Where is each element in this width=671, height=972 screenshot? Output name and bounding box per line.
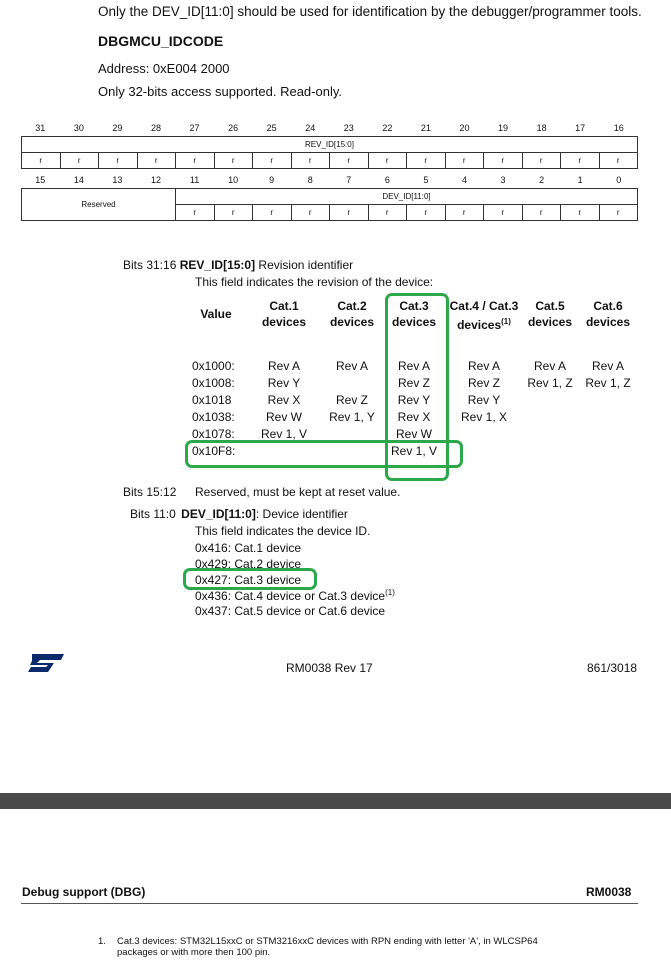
rev-cell: Rev A xyxy=(467,359,500,373)
bit-number: 21 xyxy=(420,123,431,133)
bit-number: 25 xyxy=(266,123,277,133)
bit-number: 22 xyxy=(382,123,393,133)
access-cell: r xyxy=(137,153,176,169)
rev-cell: Rev 1, Z xyxy=(527,376,573,390)
bit-number: 7 xyxy=(346,175,352,185)
rev-value-cell: 0x1008: xyxy=(192,376,235,390)
upper-bit-numbers xyxy=(21,123,638,133)
intro-text: Only the DEV_ID[11:0] should be used for identification by the debugger/programmer tools. xyxy=(98,4,642,19)
bit-number: 26 xyxy=(228,123,239,133)
bit-number: 8 xyxy=(307,175,313,185)
access-cell: r xyxy=(561,205,600,221)
bit-number: 0 xyxy=(616,175,622,185)
reserved-bits-label: Bits 15:12 xyxy=(123,485,177,499)
dev-id-desc-text: This field indicates the device ID. xyxy=(195,524,371,538)
page-break-bar xyxy=(0,793,671,809)
footnote-ref: (1) xyxy=(501,317,511,326)
reserved-field: Reserved xyxy=(22,189,176,221)
rev-cell: Rev 1, Y xyxy=(329,410,375,424)
access-cell: r xyxy=(407,205,446,221)
bit-number: 2 xyxy=(539,175,545,185)
access-cell: r xyxy=(291,205,330,221)
rev-cell: Rev Y xyxy=(397,393,431,407)
footnote-line: packages or with more then 100 pin. xyxy=(117,947,271,958)
access-cell: r xyxy=(599,153,638,169)
footer-page: 861/3018 xyxy=(587,661,638,675)
access-cell: r xyxy=(60,153,99,169)
rev-cell: Rev W xyxy=(396,427,432,441)
upper-register-table xyxy=(21,136,638,169)
footnote-line: Cat.3 devices: STM32L15xxC or STM3216xxC devices with RPN ending with letter 'A', in WLCSP64 xyxy=(117,936,538,947)
footer-doc-rev: RM0038 Rev 17 xyxy=(286,661,373,675)
rev-value-cell: 0x1018 xyxy=(192,393,232,407)
bit-number: 24 xyxy=(305,123,316,133)
header-rule xyxy=(21,903,638,904)
bits-label: Bits 31:16 xyxy=(123,258,177,272)
bit-number: 23 xyxy=(343,123,354,133)
bit-number: 29 xyxy=(112,123,123,133)
rev-value-cell: 0x1038: xyxy=(192,410,235,424)
bit-number: 19 xyxy=(498,123,509,133)
access-cell: r xyxy=(330,153,369,169)
rev-cell: Rev A xyxy=(335,359,368,373)
footnote-ref: (1) xyxy=(385,588,395,597)
access-cell: r xyxy=(522,205,561,221)
field-name: DEV_ID[11:0] xyxy=(181,507,256,521)
header-cat2: Cat.2 devices xyxy=(329,299,375,329)
lower-bit-numbers xyxy=(21,175,638,185)
bit-number: 13 xyxy=(112,175,123,185)
register-name: DBGMCU_IDCODE xyxy=(98,33,224,49)
rev-cell: Rev Z xyxy=(397,376,430,390)
bit-number: 17 xyxy=(575,123,586,133)
doc-id: RM0038 xyxy=(586,885,632,899)
access-cell: r xyxy=(368,153,407,169)
bit-number: 20 xyxy=(459,123,470,133)
device-id-item: 0x437: Cat.5 device or Cat.6 device xyxy=(195,604,386,618)
bit-number: 4 xyxy=(461,175,467,185)
rev-cell: Rev A xyxy=(533,359,566,373)
header-value: Value xyxy=(200,307,232,321)
rev-cell: Rev 1, V xyxy=(390,444,438,458)
rev-cell: Rev 1, X xyxy=(460,410,508,424)
access-cell: r xyxy=(407,153,446,169)
rev-cell: Rev Z xyxy=(467,376,500,390)
rev-value-cell: 0x1078: xyxy=(192,427,235,441)
bit-number: 3 xyxy=(500,175,506,185)
access-cell: r xyxy=(445,153,484,169)
rev-cell: Rev X xyxy=(397,410,431,424)
rev-cell: Rev Y xyxy=(467,393,501,407)
row-0x10f8-highlight xyxy=(185,440,463,468)
bit-number: 31 xyxy=(35,123,46,133)
register-address: Address: 0xE004 2000 xyxy=(98,61,230,76)
device-id-item: 0x429: Cat.2 device xyxy=(195,557,302,571)
bit-number: 27 xyxy=(189,123,200,133)
bit-number: 1 xyxy=(577,175,583,185)
access-cell: r xyxy=(253,153,292,169)
header-cat6: Cat.6 devices xyxy=(585,299,631,329)
access-cell: r xyxy=(176,153,215,169)
rev-id-desc-text: This field indicates the revision of the device: xyxy=(195,275,434,289)
st-logo xyxy=(26,652,66,674)
bit-number: 16 xyxy=(613,123,624,133)
header-cat5: Cat.5 devices xyxy=(527,299,573,329)
bit-number: 15 xyxy=(35,175,46,185)
rev-cell: Rev A xyxy=(397,359,430,373)
rev-cell: Rev X xyxy=(267,393,301,407)
rev-cell: Rev A xyxy=(591,359,624,373)
rev-id-description xyxy=(123,258,353,272)
access-cell: r xyxy=(214,153,253,169)
rev-id-field: REV_ID[15:0] xyxy=(22,137,638,153)
bit-number: 10 xyxy=(228,175,239,185)
section-title: Debug support (DBG) xyxy=(22,885,146,899)
dev-id-field: DEV_ID[11:0] xyxy=(176,189,638,205)
rev-value-cell: 0x1000: xyxy=(192,359,235,373)
access-cell: r xyxy=(484,205,523,221)
field-title: : Device identifier xyxy=(255,507,348,521)
access-cell: r xyxy=(22,153,61,169)
reserved-bits-text: Reserved, must be kept at reset value. xyxy=(195,485,401,499)
access-cell: r xyxy=(561,153,600,169)
access-cell: r xyxy=(330,205,369,221)
bit-number: 11 xyxy=(189,175,200,185)
access-cell: r xyxy=(484,153,523,169)
field-title: Revision identifier xyxy=(258,258,354,272)
access-cell: r xyxy=(99,153,138,169)
field-name: REV_ID[15:0] xyxy=(179,258,256,272)
device-id-item: 0x416: Cat.1 device xyxy=(195,541,302,555)
bit-number: 12 xyxy=(150,175,161,185)
dev-id-description xyxy=(130,507,348,521)
bit-number: 30 xyxy=(73,123,84,133)
bit-number: 6 xyxy=(384,175,390,185)
rev-cell: Rev W xyxy=(266,410,302,424)
access-cell: r xyxy=(445,205,484,221)
rev-cell: Rev Y xyxy=(267,376,301,390)
access-cell: r xyxy=(291,153,330,169)
access-cell: r xyxy=(176,205,215,221)
rev-cell: Rev 1, Z xyxy=(585,376,631,390)
device-0x427-highlight xyxy=(183,568,317,590)
access-cell: r xyxy=(214,205,253,221)
device-id-item: 0x427: Cat.3 device xyxy=(195,573,302,587)
rev-value-cell: 0x10F8: xyxy=(192,444,236,458)
bit-number: 9 xyxy=(269,175,275,185)
register-access: Only 32-bits access supported. Read-only. xyxy=(98,84,342,99)
access-cell: r xyxy=(368,205,407,221)
bit-number: 18 xyxy=(536,123,547,133)
lower-register-table xyxy=(21,188,638,221)
access-cell: r xyxy=(522,153,561,169)
access-cell: r xyxy=(253,205,292,221)
rev-cell: Rev Z xyxy=(335,393,368,407)
footnote-number: 1. xyxy=(98,936,106,947)
bit-number: 14 xyxy=(73,175,84,185)
header-cat3: Cat.3 devices xyxy=(391,299,437,329)
header-cat1: Cat.1 devices xyxy=(261,299,307,329)
rev-cell: Rev 1, V xyxy=(260,427,308,441)
device-id-item: 0x436: Cat.4 device or Cat.3 device$^{(1)}$ xyxy=(195,588,395,603)
rev-cell: Rev A xyxy=(267,359,300,373)
bits-label: Bits 11:0 xyxy=(130,507,176,521)
bit-number: 5 xyxy=(423,175,429,185)
bit-number: 28 xyxy=(150,123,161,133)
header-cat4: Cat.4 / Cat.3 devices$^{(1)}$ xyxy=(449,299,519,332)
access-cell: r xyxy=(599,205,638,221)
